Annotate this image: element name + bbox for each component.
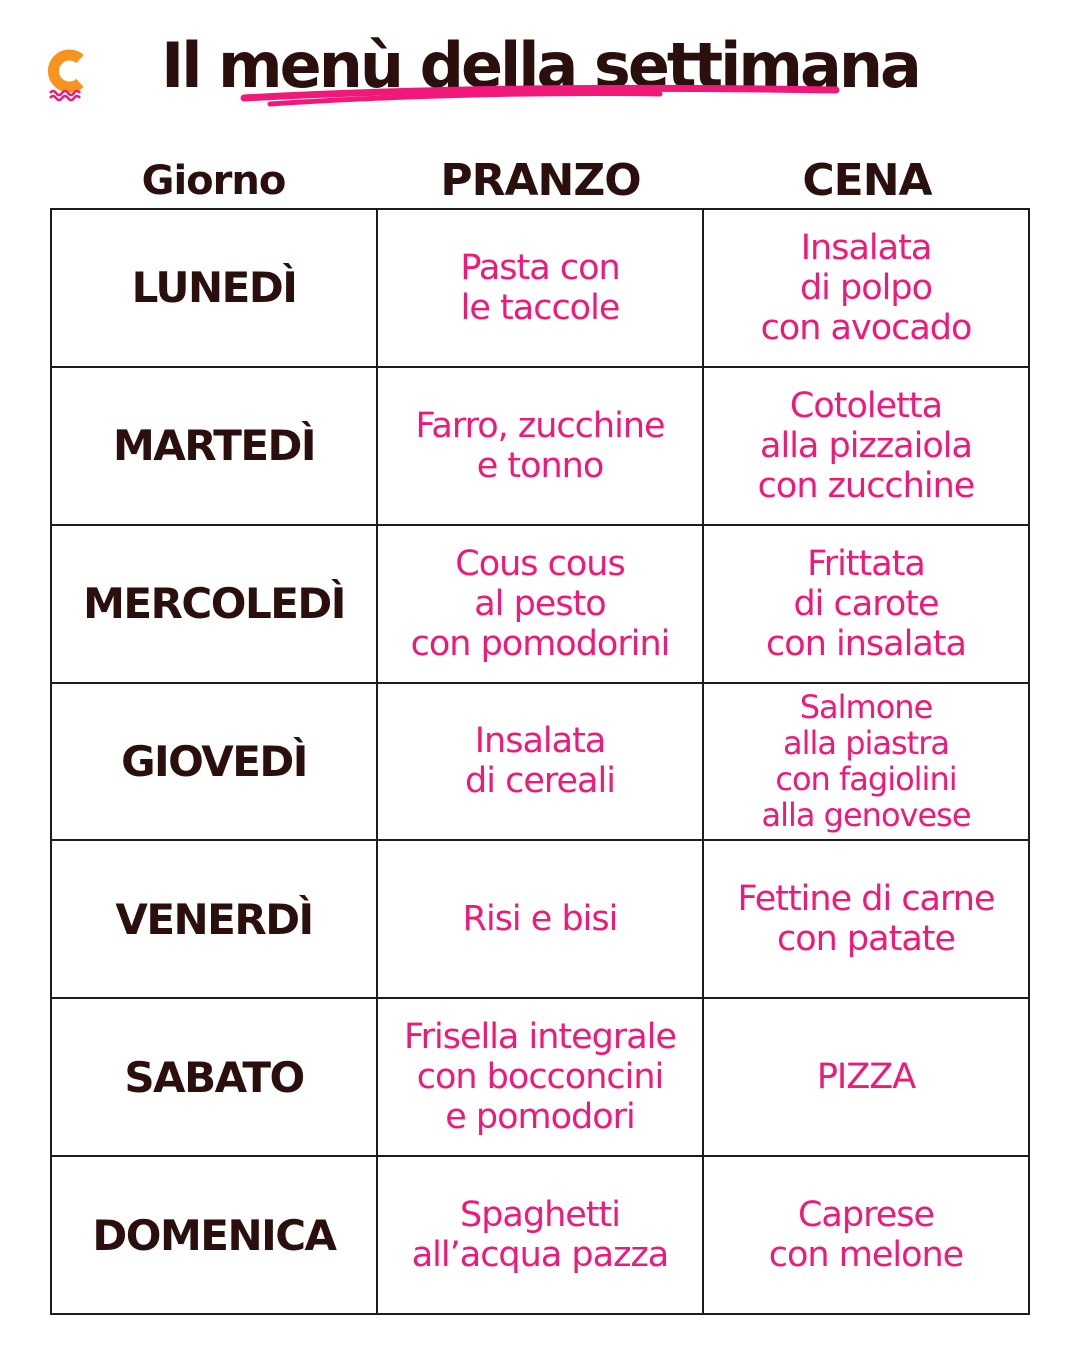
dinner-cell: Frittata di carote con insalata: [703, 525, 1029, 683]
table-row: [51, 998, 1029, 1156]
title-underline: [240, 82, 840, 108]
day-cell: SABATO: [51, 998, 377, 1156]
day-cell: MERCOLEDÌ: [51, 525, 377, 683]
dinner-cell: PIZZA: [703, 998, 1029, 1156]
day-cell: VENERDÌ: [51, 840, 377, 998]
dinner-cell: Cotoletta alla pizzaiola con zucchine: [703, 367, 1029, 525]
day-cell: LUNEDÌ: [51, 209, 377, 367]
header-cena: CENA: [802, 155, 932, 206]
lunch-cell: Frisella integrale con bocconcini e pomodori: [377, 998, 703, 1156]
table-row: [51, 1156, 1029, 1314]
table-row: [51, 525, 1029, 683]
page-title: Il menù della settimana: [161, 29, 919, 102]
header-giorno: Giorno: [141, 158, 286, 204]
lunch-cell: Risi e bisi: [377, 840, 703, 998]
lunch-cell: Cous cous al pesto con pomodorini: [377, 525, 703, 683]
day-cell: MARTEDÌ: [51, 367, 377, 525]
table-row: [51, 209, 1029, 367]
header-pranzo: PRANZO: [440, 155, 641, 206]
table-row: [51, 840, 1029, 998]
dinner-cell: Salmone alla piastra con fagiolini alla genovese: [703, 683, 1029, 841]
lunch-cell: Farro, zucchine e tonno: [377, 367, 703, 525]
table-header: [50, 150, 1030, 210]
dinner-cell: Insalata di polpo con avocado: [703, 209, 1029, 367]
dinner-cell: Caprese con melone: [703, 1156, 1029, 1314]
dinner-cell: Fettine di carne con patate: [703, 840, 1029, 998]
day-cell: GIOVEDÌ: [51, 683, 377, 841]
weekly-menu-table: [50, 208, 1030, 1315]
table-row: [51, 367, 1029, 525]
lunch-cell: Insalata di cereali: [377, 683, 703, 841]
table-row: [51, 683, 1029, 841]
lunch-cell: Spaghetti all’acqua pazza: [377, 1156, 703, 1314]
day-cell: DOMENICA: [51, 1156, 377, 1314]
lunch-cell: Pasta con le taccole: [377, 209, 703, 367]
